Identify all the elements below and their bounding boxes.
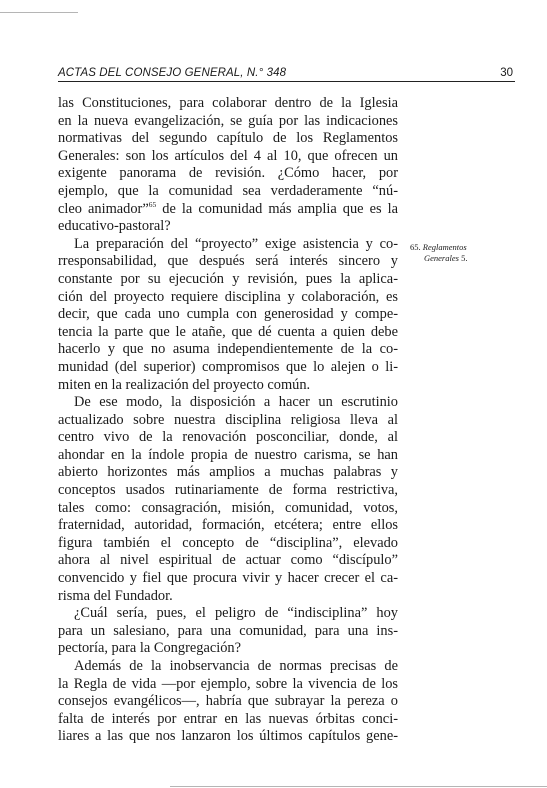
text-line: la Regla de vida —por ejemplo, sobre la vivencia de los xyxy=(58,675,398,692)
text-line: ejemplo, que la comunidad sea verdaderamente “nú- xyxy=(58,182,398,199)
margin-note-number: 65. xyxy=(410,242,421,252)
text-line: actualizado sobre nuestra disciplina religiosa lleva al xyxy=(58,411,398,428)
text-line: normativas del segundo capítulo de los Reglamentos xyxy=(58,130,398,147)
paragraph-first-line: ¿Cuál sería, pues, el peligro de “indisciplina” hoy xyxy=(74,605,398,622)
text-line: ahondar en la índole propia de nuestro carisma, se han xyxy=(58,446,398,463)
footnote-marker: 65 xyxy=(148,199,157,209)
text-line: tencia la parte que le atañe, que dé cuenta a quien debe xyxy=(58,323,398,340)
text-line: abierto horizontes más amplios a muchas palabras y xyxy=(58,464,398,481)
text-line: ahora al nivel espiritual de actuar como “discípulo” xyxy=(58,552,398,569)
text-line: educativo-pastoral? xyxy=(58,218,171,235)
crop-mark-bottom xyxy=(170,786,547,787)
paragraph-first-line: De ese modo, la disposición a hacer un escrutinio xyxy=(74,394,398,411)
text-line: liares a las que nos lanzaron los últimos capítulos gene- xyxy=(58,728,398,745)
page-number: 30 xyxy=(500,67,513,79)
text-line: conceptos usados rutinariamente de forma restrictiva, xyxy=(58,482,398,499)
text-line: pectoría, para la Congregación? xyxy=(58,640,241,657)
text-line: risma del Fundador. xyxy=(58,587,173,604)
text-fragment: de la comunidad más amplia que es la xyxy=(156,200,398,217)
text-line: las Constituciones, para colaborar dentro de la Iglesia xyxy=(58,95,398,111)
text-line: decir, que cada uno cumpla con generosidad y compe- xyxy=(58,306,398,323)
text-line: convencido y fiel que procura vivir y hacer crecer el ca- xyxy=(58,570,398,587)
crop-mark-top xyxy=(0,12,78,13)
text-fragment: cleo animador” xyxy=(58,200,149,217)
paragraph-first-line: Además de la inobservancia de normas precisas de xyxy=(74,658,398,674)
text-line: para un salesiano, para una comunidad, para una ins- xyxy=(58,622,398,639)
text-line: hacerlo y que no asuma independientemente de la co- xyxy=(58,341,398,358)
text-line: falta de interés por entrar en las nuevas órbitas conci- xyxy=(58,710,398,727)
text-line-with-footnote xyxy=(58,201,398,219)
paragraph-first-line: La preparación del “proyecto” exige asistencia y co- xyxy=(74,235,398,252)
text-line: fraternidad, autoridad, formación, etcétera; entre ellos xyxy=(58,517,398,534)
margin-note-title: Generales xyxy=(424,252,459,263)
text-line: rresponsabilidad, que después será interés sincero y xyxy=(58,253,398,270)
body-text xyxy=(58,95,398,746)
text-line: en la nueva evangelización, se guía por las indicaciones xyxy=(58,112,398,129)
text-line: centro vivo de la renovación posconciliar, donde, al xyxy=(58,429,398,446)
text-line: exigente panorama de revisión. ¿Cómo hacer, por xyxy=(58,165,398,182)
text-line: figura también el concepto de “disciplina”, elevado xyxy=(58,534,398,551)
text-line: ción del proyecto requiere disciplina y colaboración, es xyxy=(58,288,398,305)
text-line: munidad (del superior) compromisos que lo alejen o li- xyxy=(58,358,398,375)
margin-note-ref: 5. xyxy=(461,252,468,263)
margin-note-title: Reglamentos xyxy=(422,242,467,252)
text-line: consejos evangélicos—, habría que subrayar la pereza o xyxy=(58,693,398,710)
margin-note xyxy=(410,242,480,263)
text-line: Generales: son los artículos del 4 al 10, que ofrecen un xyxy=(58,147,398,164)
text-line: constante por su ejecución y revisión, pues la aplica- xyxy=(58,270,398,287)
text-line: tales como: consagración, misión, comunidad, votos, xyxy=(58,499,398,516)
running-header-title: ACTAS DEL CONSEJO GENERAL, N.° 348 xyxy=(58,67,287,79)
running-header xyxy=(58,66,515,82)
text-line: miten en la realización del proyecto común. xyxy=(58,376,311,393)
